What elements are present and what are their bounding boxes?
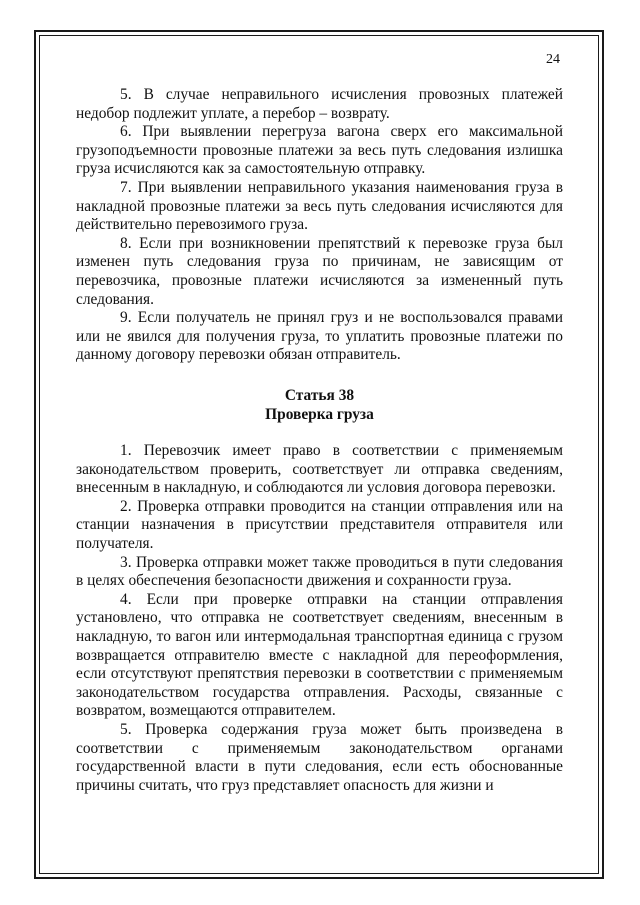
paragraph: 5. Проверка содержания груза может быть произведена в соответствии с применяемым законодательством органами государственной власти в пути следования, если есть обоснованные причины считать, что груз представляет опасность для жизни и [76,721,563,794]
document-body [76,86,563,795]
article-number: Статья 38 [284,386,355,404]
article-title: Проверка груза [265,405,374,423]
paragraph: 5. В случае неправильного исчисления провозных платежей недобор подлежит уплате, а перебор – возврату. [76,86,563,122]
page-number: 24 [546,52,560,67]
paragraph: 7. При выявлении неправильного указания наименования груза в накладной провозные платежи за весь путь следования исчисляются для действительно перевозимого груза. [76,178,563,234]
paragraph: 1. Перевозчик имеет право в соответствии с применяемым законодательством проверить, соответствует ли отправка сведениям, внесенным в накладную, и соблюдаются ли условия договора перевозки. [76,442,563,497]
paragraph: 4. Если при проверке отправки на станции отправления установлено, что отправка не соответствует сведениям, внесенным в накладную, то вагон или интермодальная транспортная единица с грузом возвращается отправителю вместе с накладной для переоформления, если отсутствуют препятствия перевозки в соответствии с применяемым законодательством государства отправления. Расходы, связанные с возвратом, возмещаются отправителем. [76,590,563,720]
paragraph: 9. Если получатель не принял груз и не воспользовался правами или не явился для получения груза, то уплатить провозные платежи по данному договору перевозки обязан отправитель. [76,309,563,364]
paragraph: 2. Проверка отправки проводится на станции отправления или на станции назначения в присутствии представителя отправителя или получателя. [76,497,563,553]
paragraph: 8. Если при возникновении препятствий к перевозке груза был изменен путь следования груза по причинам, не зависящим от перевозчика, провозные платежи исчисляются за измененный путь следования. [76,234,563,308]
paragraph: 6. При выявлении перегруза вагона сверх его максимальной грузоподъемности провозные платежи за весь путь следования излишка груза исчисляются как за самостоятельную отправку. [76,123,563,178]
paragraph: 3. Проверка отправки может также проводиться в пути следования в целях обеспечения безопасности движения и сохранности груза. [76,553,563,590]
